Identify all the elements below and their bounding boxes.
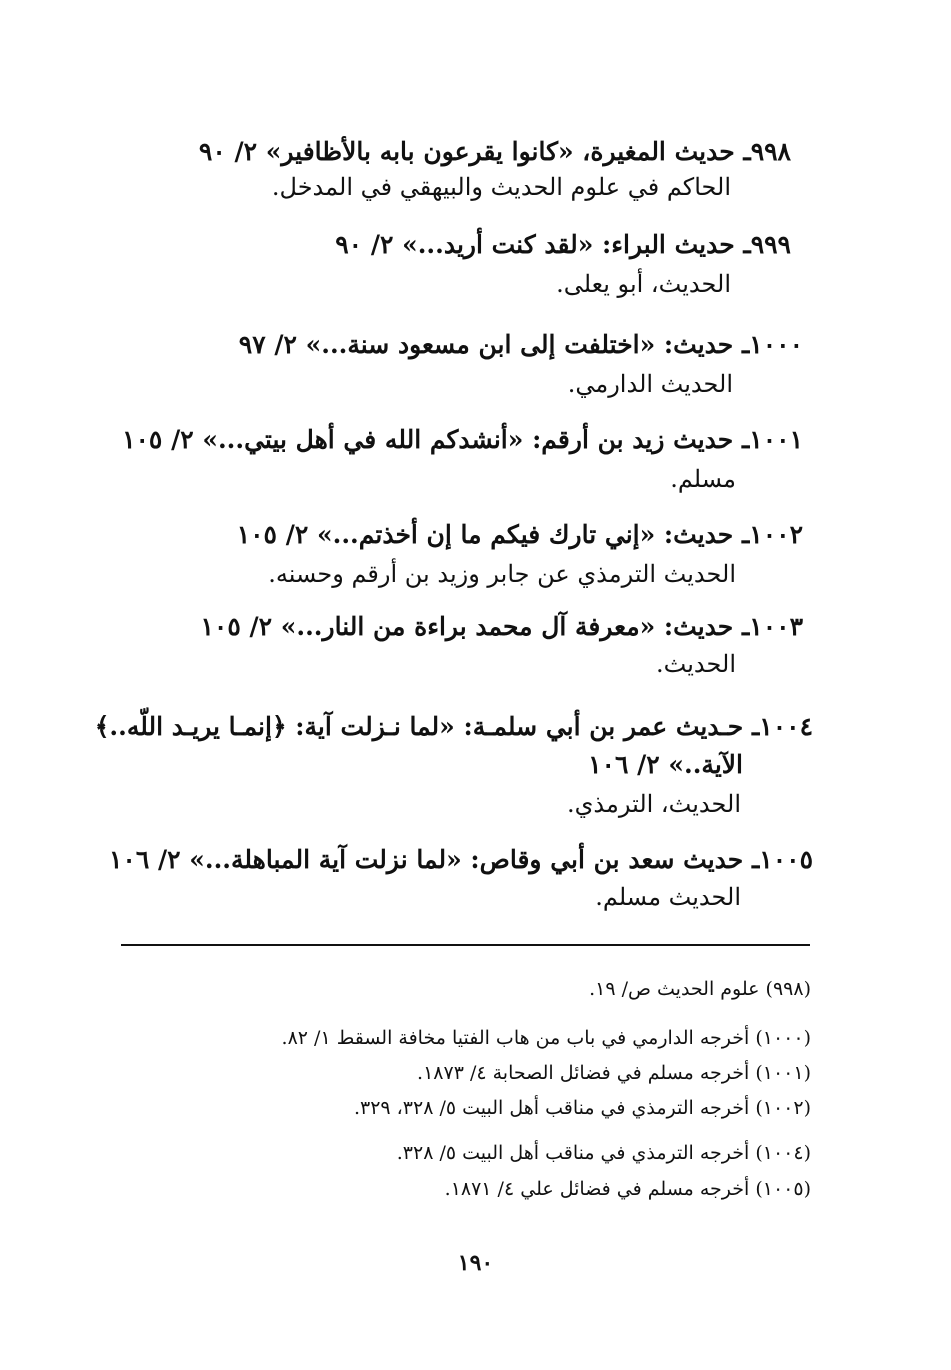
- entry-1002-text: الحديث الترمذي عن جابر وزيد بن أرقم وحسنه.: [268, 560, 736, 588]
- footnote-1000: (١٠٠٠) أخرجه الدارمي في باب من هاب الفتيا مخافة السقط ١/ ٨٢.: [281, 1027, 811, 1049]
- entry-998-heading: ٩٩٨ـ حديث المغيرة، «كانوا يقرعون بابه بالأظافير» ٢/ ٩٠: [198, 137, 791, 166]
- entry-1004-text: الحديث، الترمذي.: [566, 790, 741, 818]
- entry-1005-text: الحديث مسلم.: [595, 883, 741, 911]
- footnote-1001: (١٠٠١) أخرجه مسلم في فضائل الصحابة ٤/ ١٨٧٣.: [417, 1062, 811, 1084]
- footnote-1004: (١٠٠٤) أخرجه الترمذي في مناقب أهل البيت ٥/ ٣٢٨.: [396, 1142, 811, 1164]
- entry-998-text: الحاكم في علوم الحديث والبيهقي في المدخل.: [271, 173, 731, 201]
- page-number: ١٩٠: [457, 1250, 494, 1276]
- entry-1003-text: الحديث.: [656, 650, 736, 678]
- entry-1005-heading: ١٠٠٥ـ حديث سعد بن أبي وقاص: «لما نزلت آية المباهلة...» ٢/ ١٠٦: [108, 845, 813, 874]
- entry-1004-continuation: الآية..» ٢/ ١٠٦: [588, 750, 743, 779]
- entry-999-text: الحديث، أبو يعلى.: [556, 270, 731, 298]
- footnote-1002: (١٠٠٢) أخرجه الترمذي في مناقب أهل البيت ٥/ ٣٢٨، ٣٢٩.: [353, 1097, 811, 1119]
- entry-1000-text: الحديث الدارمي.: [567, 370, 733, 398]
- footnote-998: (٩٩٨) علوم الحديث ص/ ١٩.: [589, 978, 811, 1000]
- entry-1000-heading: ١٠٠٠ـ حديث: «اختلفت إلى ابن مسعود سنة...» ٢/ ٩٧: [238, 330, 803, 359]
- entry-1002-heading: ١٠٠٢ـ حديث: «إني تارك فيكم ما إن أخذتم...» ٢/ ١٠٥: [236, 520, 803, 549]
- footnote-separator: [121, 944, 810, 946]
- entry-1001-text: مسلم.: [670, 465, 736, 493]
- footnote-1005: (١٠٠٥) أخرجه مسلم في فضائل علي ٤/ ١٨٧١.: [444, 1178, 811, 1200]
- entry-1003-heading: ١٠٠٣ـ حديث: «معرفة آل محمد براءة من النار...» ٢/ ١٠٥: [200, 612, 803, 641]
- entry-1001-heading: ١٠٠١ـ حديث زيد بن أرقم: «أنشدكم الله في أهل بيتي...» ٢/ ١٠٥: [122, 425, 803, 454]
- entry-1004-heading: ١٠٠٤ـ حـديث عمر بن أبي سلمـة: «لما نـزلت آية: ﴿إنمـا يريـد اللّه..﴾: [94, 712, 813, 741]
- entry-999-heading: ٩٩٩ـ حديث البراء: «لقد كنت أريد...» ٢/ ٩٠: [335, 230, 791, 259]
